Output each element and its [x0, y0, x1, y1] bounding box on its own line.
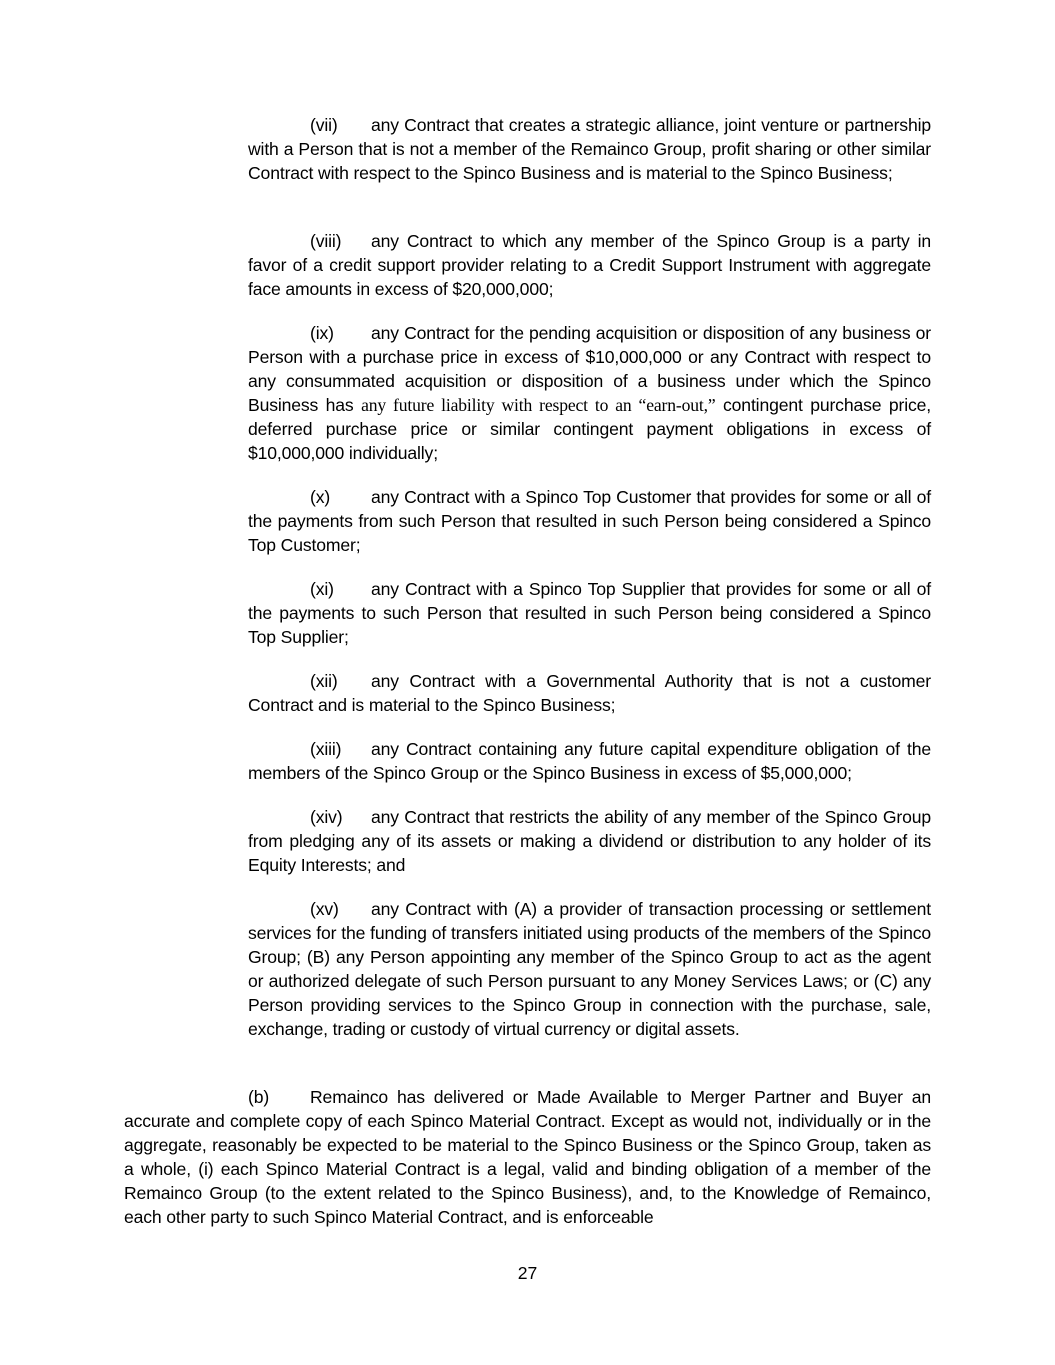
clause-vii — [248, 113, 931, 185]
clause-number: (viii) — [310, 231, 342, 251]
clause-ix — [248, 321, 931, 465]
clause-xiv — [248, 805, 931, 877]
section-b-paragraph — [124, 1085, 931, 1229]
clause-text-serif-part: any future liability with respect to an “earn-out,” — [361, 395, 716, 415]
clause-number: (vii) — [310, 115, 338, 135]
clause-x — [248, 485, 931, 557]
clause-number: (x) — [310, 487, 331, 507]
clause-viii — [248, 229, 931, 301]
page-number: 27 — [517, 1263, 538, 1283]
clause-text-part-1: any Contract for the pending acquisition or disposition of any business or Person with a purchase price in excess of $10,000,000 or any Contract with respect to any consummated acquisition or disposition of a business under which the Spinco Business has — [248, 323, 931, 415]
clause-text-part-2: contingent purchase price, deferred purchase price or similar contingent payment obligations in excess of $10,000,000 individually; — [248, 395, 931, 463]
clause-xiii — [248, 737, 931, 785]
clause-number: (xiv) — [310, 807, 343, 827]
clause-number: (xii) — [310, 671, 338, 691]
clause-text: any Contract with a Governmental Authority that is not a customer Contract and is material to the Spinco Business; — [248, 671, 931, 715]
clause-text: any Contract with (A) a provider of transaction processing or settlement services for the funding of transfers initiated using products of the members of the Spinco Group; (B) any Person appointing any member of the Spinco Group to act as the agent or authorized delegate of such Person pursuant to any Money Services Laws; or (C) any Person providing services to the Spinco Group in connection with the purchase, sale, exchange, trading or custody of virtual currency or digital assets. — [248, 899, 931, 1039]
clause-number: (ix) — [310, 323, 334, 343]
clause-xv — [248, 897, 931, 1041]
clause-number: (xv) — [310, 899, 339, 919]
clause-text: any Contract that restricts the ability of any member of the Spinco Group from pledging any of its assets or making a dividend or distribution to any holder of its Equity Interests; and — [248, 807, 931, 875]
clause-number: (xiii) — [310, 739, 342, 759]
clause-text: any Contract that creates a strategic alliance, joint venture or partnership with a Person that is not a member of the Remainco Group, profit sharing or other similar Contract with respect to the Spinco Business and is material to the Spinco Business; — [248, 115, 931, 183]
clause-xi — [248, 577, 931, 649]
clause-text: any Contract with a Spinco Top Customer that provides for some or all of the payments from such Person that resulted in such Person being considered a Spinco Top Customer; — [248, 487, 931, 555]
clause-xii — [248, 669, 931, 717]
clause-text: any Contract with a Spinco Top Supplier that provides for some or all of the payments to such Person that resulted in such Person being considered a Spinco Top Supplier; — [248, 579, 931, 647]
clause-text: any Contract to which any member of the Spinco Group is a party in favor of a credit support provider relating to a Credit Support Instrument with aggregate face amounts in excess of $20,000,000; — [248, 231, 931, 299]
section-text: Remainco has delivered or Made Available to Merger Partner and Buyer an accurate and complete copy of each Spinco Material Contract. Except as would not, individually or in the aggregate, reasonably be expected to be material to the Spinco Business or the Spinco Group, taken as a whole, (i) each Spinco Material Contract is a legal, valid and binding obligation of a member of the Remainco Group (to the extent related to the Spinco Business), and, to the Knowledge of Remainco, each other party to such Spinco Material Contract, and is enforceable — [124, 1087, 931, 1227]
section-number: (b) — [248, 1087, 270, 1107]
clause-text: any Contract containing any future capital expenditure obligation of the members of the Spinco Group or the Spinco Business in excess of $5,000,000; — [248, 739, 931, 783]
clause-number: (xi) — [310, 579, 334, 599]
